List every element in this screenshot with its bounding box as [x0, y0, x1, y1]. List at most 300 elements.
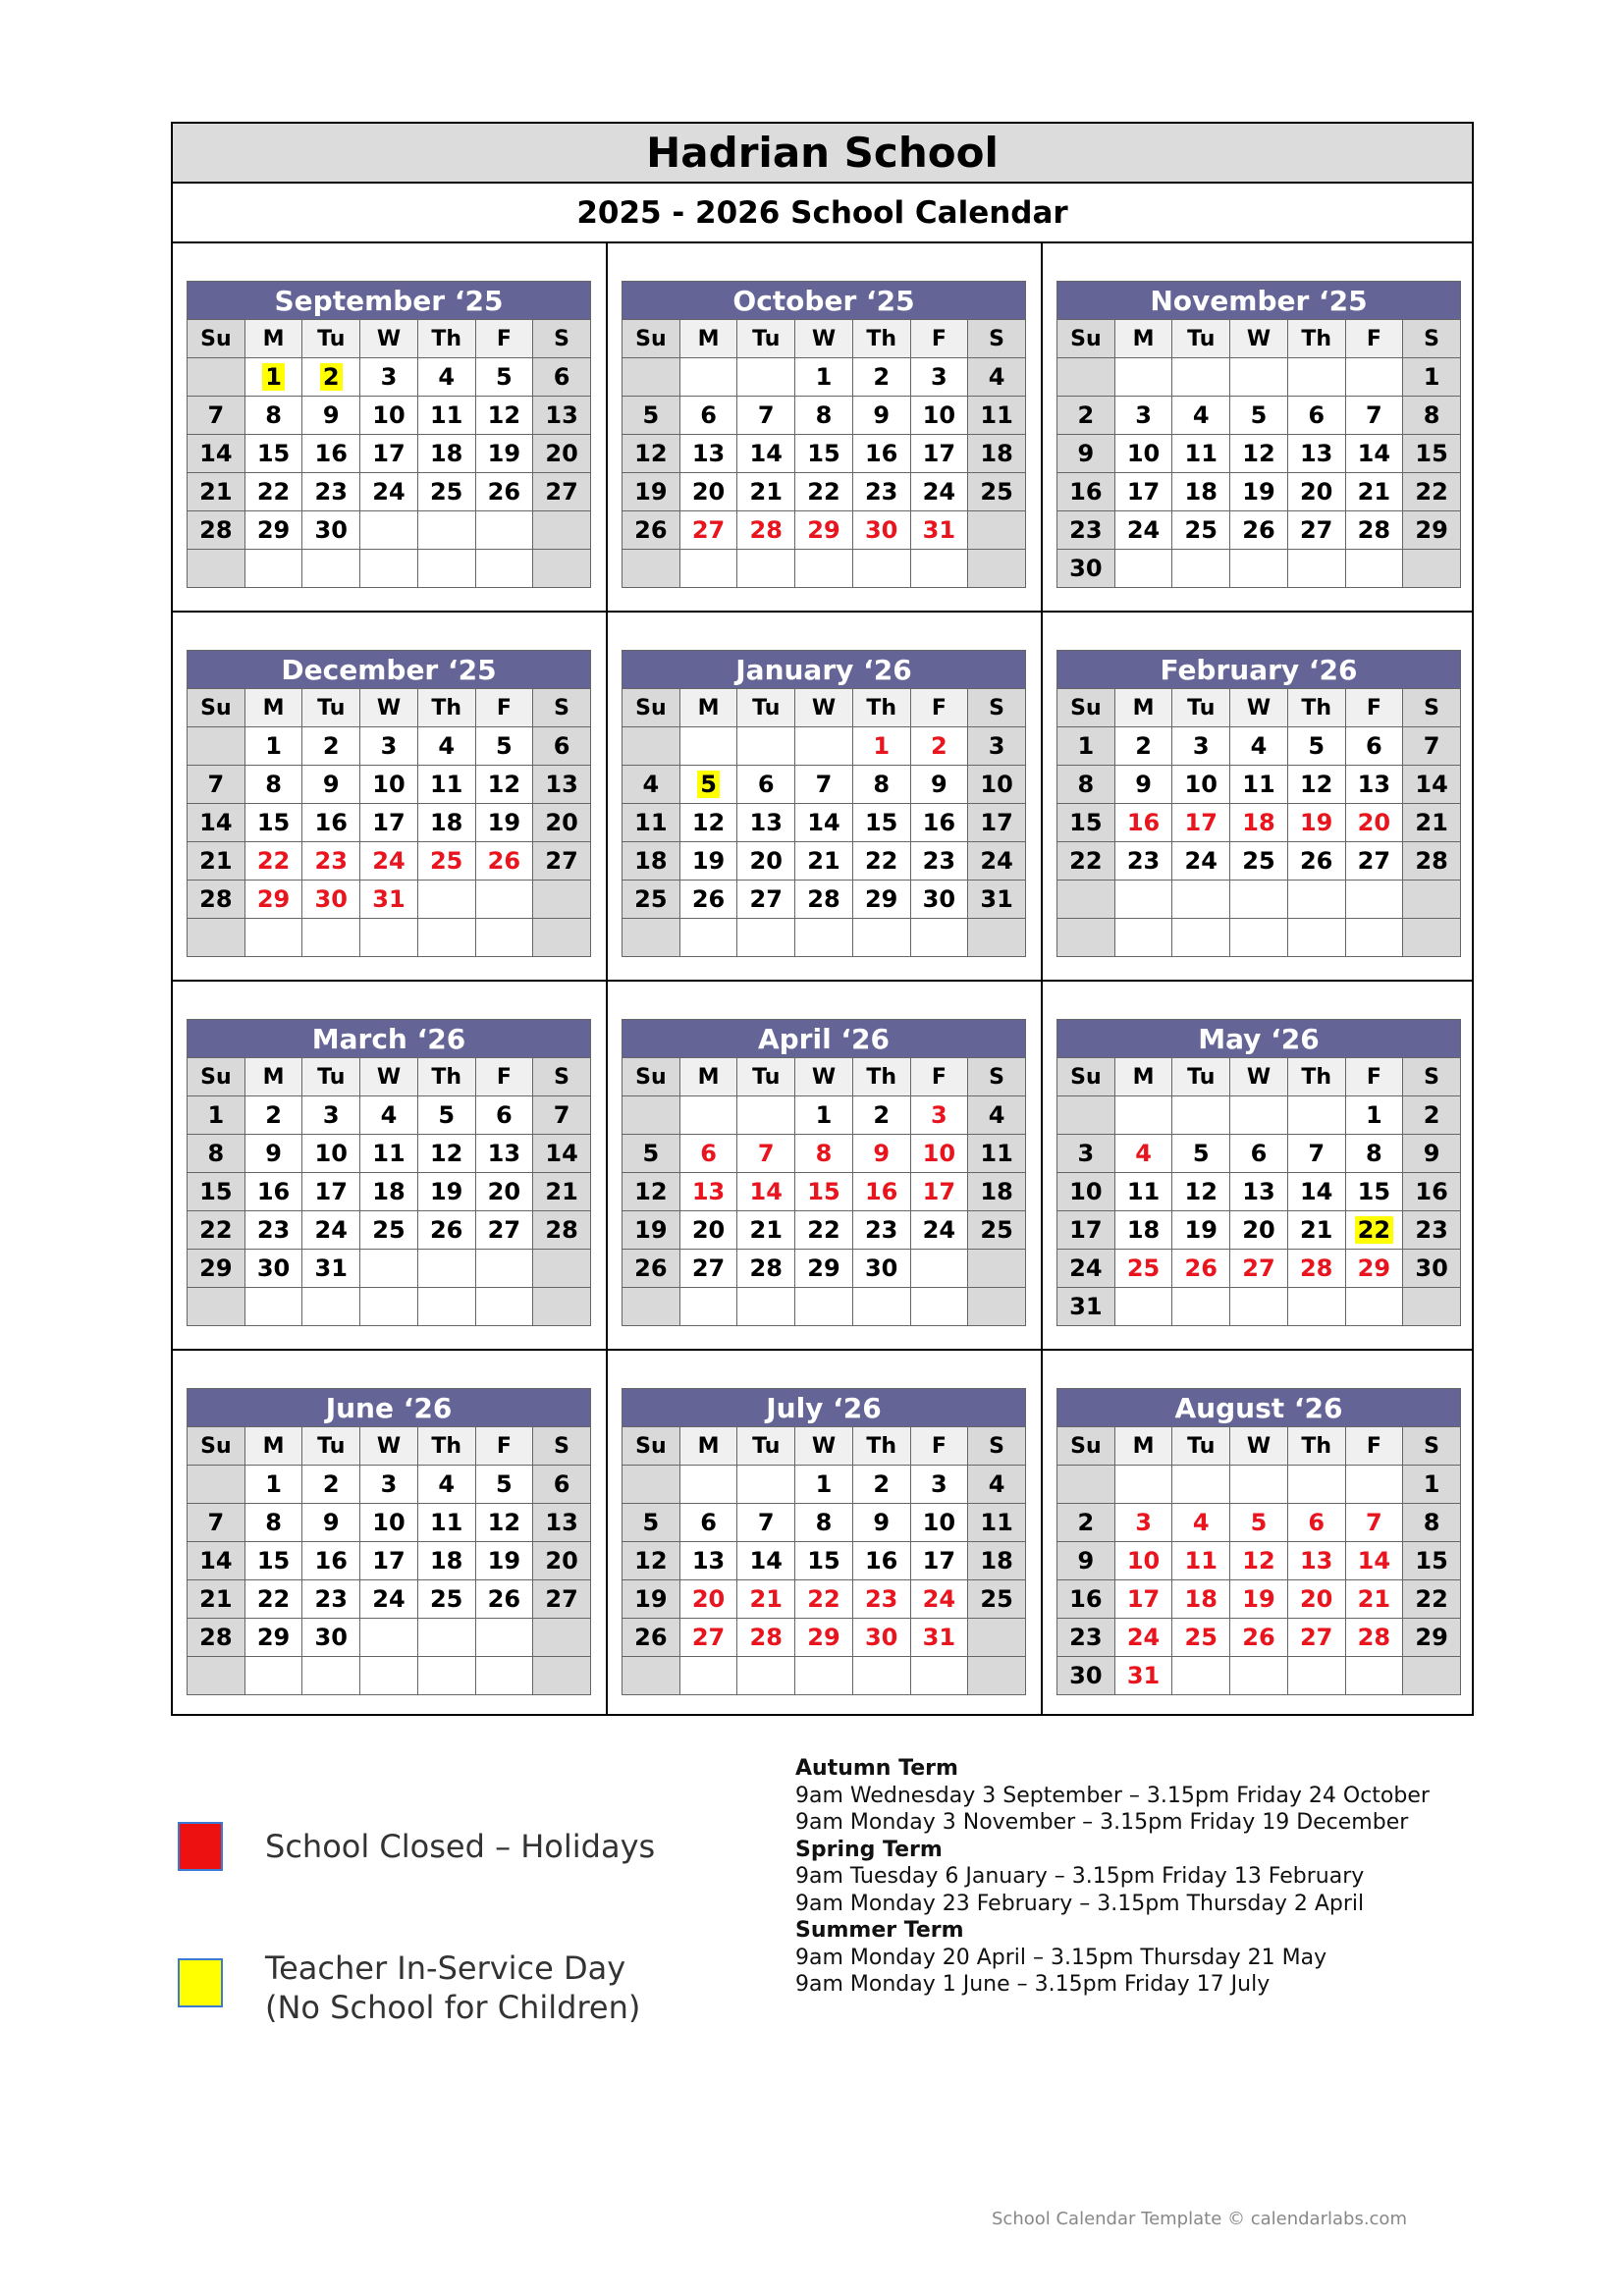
calendar-day: 14 [188, 804, 245, 842]
empty-day-cell [1287, 919, 1345, 957]
calendar-day: 25 [1230, 842, 1288, 881]
calendar-day: 18 [1172, 1580, 1230, 1619]
calendar-day: 20 [679, 473, 737, 511]
calendar-day: 6 [1345, 727, 1403, 766]
calendar-day: 16 [852, 1542, 910, 1580]
calendar-day: 11 [360, 1135, 418, 1173]
empty-day-cell [1403, 919, 1461, 957]
calendar-day: 11 [1172, 1542, 1230, 1580]
calendar-day: 10 [910, 1135, 968, 1173]
calendar-day: 28 [1345, 1619, 1403, 1657]
empty-day-cell [417, 1250, 475, 1288]
empty-day-cell [679, 919, 737, 957]
calendar-day: 16 [910, 804, 968, 842]
empty-day-cell [910, 550, 968, 588]
calendar-day: 17 [1172, 804, 1230, 842]
empty-day-cell [1057, 1096, 1115, 1135]
empty-day-cell [1172, 881, 1230, 919]
empty-day-cell [417, 881, 475, 919]
empty-day-cell [1172, 1288, 1230, 1326]
month-title: November ‘25 [1057, 282, 1461, 320]
weekday-header: Th [1287, 689, 1345, 727]
calendar-day: 18 [1230, 804, 1288, 842]
calendar-day: 3 [360, 358, 418, 397]
month-calendar [622, 1019, 1026, 1326]
weekday-header: F [475, 320, 533, 358]
empty-day-cell [1114, 1288, 1172, 1326]
inservice-day-marker: 22 [1355, 1216, 1393, 1244]
empty-day-cell [1230, 1096, 1288, 1135]
calendar-day: 30 [1403, 1250, 1461, 1288]
calendar-day: 31 [360, 881, 418, 919]
calendar-day: 15 [244, 804, 302, 842]
calendar-day: 7 [188, 766, 245, 804]
calendar-day: 12 [1230, 1542, 1288, 1580]
calendar-day: 26 [1230, 1619, 1288, 1657]
weekday-header: F [910, 1058, 968, 1096]
empty-day-cell [1403, 1288, 1461, 1326]
calendar-day: 23 [852, 473, 910, 511]
empty-day-cell [737, 1288, 795, 1326]
calendar-day: 23 [302, 842, 360, 881]
calendar-day: 6 [679, 1504, 737, 1542]
calendar-day: 23 [244, 1211, 302, 1250]
inservice-legend-swatch [178, 1958, 223, 2007]
weekday-header: M [1114, 689, 1172, 727]
empty-day-cell [1114, 358, 1172, 397]
calendar-day: 27 [679, 511, 737, 550]
weekday-header: F [475, 689, 533, 727]
weekday-header: Tu [737, 1058, 795, 1096]
weekday-header: W [795, 1058, 853, 1096]
empty-day-cell [360, 1250, 418, 1288]
calendar-day: 25 [1114, 1250, 1172, 1288]
holiday-legend-swatch [178, 1822, 223, 1871]
inservice-day-marker: 1 [262, 363, 285, 391]
calendar-day: 17 [1114, 473, 1172, 511]
calendar-day: 22 [1403, 1580, 1461, 1619]
calendar-day: 14 [1345, 435, 1403, 473]
weekday-header: Tu [302, 1058, 360, 1096]
calendar-day: 7 [737, 1504, 795, 1542]
calendar-day: 5 [475, 358, 533, 397]
calendar-day: 9 [302, 397, 360, 435]
empty-day-cell [1345, 358, 1403, 397]
empty-day-cell [623, 1096, 680, 1135]
holiday-legend-label: School Closed – Holidays [265, 1828, 656, 1865]
weekday-header: Tu [737, 689, 795, 727]
calendar-day: 27 [1287, 1619, 1345, 1657]
empty-day-cell [475, 1619, 533, 1657]
calendar-day: 23 [1403, 1211, 1461, 1250]
calendar-day: 13 [533, 397, 591, 435]
empty-day-cell [1345, 1657, 1403, 1695]
calendar-day: 21 [795, 842, 853, 881]
empty-day-cell [679, 358, 737, 397]
calendar-day: 17 [302, 1173, 360, 1211]
weekday-header: Su [1057, 689, 1115, 727]
calendar-day: 26 [417, 1211, 475, 1250]
empty-day-cell [360, 550, 418, 588]
empty-day-cell [737, 550, 795, 588]
calendar-day: 29 [244, 881, 302, 919]
weekday-header: M [679, 1058, 737, 1096]
calendar-day: 12 [475, 766, 533, 804]
calendar-day: 21 [188, 1580, 245, 1619]
calendar-day: 2 [852, 1096, 910, 1135]
calendar-day: 16 [302, 1542, 360, 1580]
calendar-day: 23 [302, 473, 360, 511]
calendar-day: 9 [852, 397, 910, 435]
calendar-day: 8 [1057, 766, 1115, 804]
calendar-day: 29 [1403, 511, 1461, 550]
calendar-day: 10 [968, 766, 1026, 804]
calendar-day: 24 [360, 1580, 418, 1619]
calendar-day: 14 [737, 1173, 795, 1211]
empty-day-cell [417, 919, 475, 957]
calendar-day: 24 [910, 473, 968, 511]
calendar-day: 22 [244, 842, 302, 881]
calendar-day: 11 [968, 1504, 1026, 1542]
empty-day-cell [244, 1288, 302, 1326]
empty-day-cell [533, 881, 591, 919]
calendar-day: 13 [679, 435, 737, 473]
calendar-day: 12 [1172, 1173, 1230, 1211]
calendar-day: 20 [533, 435, 591, 473]
empty-day-cell [910, 1657, 968, 1695]
calendar-day: 6 [1230, 1135, 1288, 1173]
weekday-header: M [1114, 1058, 1172, 1096]
calendar-day: 21 [188, 473, 245, 511]
calendar-day: 3 [1114, 1504, 1172, 1542]
calendar-day: 20 [533, 1542, 591, 1580]
calendar-day [244, 358, 302, 397]
calendar-day: 30 [852, 511, 910, 550]
weekday-header: Th [852, 689, 910, 727]
calendar-day: 28 [533, 1211, 591, 1250]
term-dates [795, 1755, 1463, 1999]
weekday-header: M [244, 1058, 302, 1096]
calendar-day: 6 [533, 1466, 591, 1504]
calendar-day: 25 [968, 1211, 1026, 1250]
calendar-day: 17 [968, 804, 1026, 842]
calendar-day: 4 [623, 766, 680, 804]
empty-day-cell [188, 727, 245, 766]
calendar-day: 30 [1057, 1657, 1115, 1695]
term-heading: Autumn Term [795, 1756, 958, 1781]
inservice-day-marker: 5 [697, 771, 720, 798]
calendar-day: 8 [244, 397, 302, 435]
empty-day-cell [1172, 1657, 1230, 1695]
empty-day-cell [1172, 550, 1230, 588]
empty-day-cell [623, 1466, 680, 1504]
calendar-day: 29 [1345, 1250, 1403, 1288]
calendar-day: 7 [737, 1135, 795, 1173]
calendar-day: 24 [1114, 1619, 1172, 1657]
calendar-day: 15 [188, 1173, 245, 1211]
calendar-day: 9 [1057, 435, 1115, 473]
empty-day-cell [244, 919, 302, 957]
calendar-day: 4 [968, 1096, 1026, 1135]
calendar-day: 19 [623, 1580, 680, 1619]
calendar-day: 10 [910, 397, 968, 435]
calendar-day: 20 [679, 1580, 737, 1619]
term-date-line: 9am Tuesday 6 January – 3.15pm Friday 13 February [795, 1864, 1365, 1889]
calendar-day: 31 [910, 511, 968, 550]
weekday-header: Tu [1172, 1058, 1230, 1096]
calendar-day: 27 [737, 881, 795, 919]
calendar-day: 8 [188, 1135, 245, 1173]
empty-day-cell [1345, 1288, 1403, 1326]
calendar-day: 23 [302, 1580, 360, 1619]
calendar-day: 4 [417, 1466, 475, 1504]
calendar-day: 10 [360, 397, 418, 435]
empty-day-cell [623, 550, 680, 588]
empty-day-cell [1172, 1466, 1230, 1504]
calendar-day: 15 [1057, 804, 1115, 842]
term-date-line: 9am Monday 23 February – 3.15pm Thursday 2 April [795, 1891, 1365, 1916]
weekday-header: Tu [1172, 689, 1230, 727]
empty-day-cell [188, 1657, 245, 1695]
empty-day-cell [910, 919, 968, 957]
weekday-header: M [679, 689, 737, 727]
calendar-day: 21 [737, 1211, 795, 1250]
calendar-day: 12 [679, 804, 737, 842]
calendar-day: 17 [360, 804, 418, 842]
month-title: June ‘26 [188, 1389, 591, 1427]
calendar-day: 24 [910, 1211, 968, 1250]
empty-day-cell [737, 1096, 795, 1135]
empty-day-cell [1057, 1466, 1115, 1504]
calendar-day: 17 [1114, 1580, 1172, 1619]
calendar-day: 10 [360, 1504, 418, 1542]
empty-day-cell [1172, 919, 1230, 957]
month-title: February ‘26 [1057, 651, 1461, 689]
calendar-day: 22 [795, 1211, 853, 1250]
calendar-day: 13 [475, 1135, 533, 1173]
calendar-day: 2 [1057, 1504, 1115, 1542]
calendar-day: 4 [417, 358, 475, 397]
weekday-header: M [679, 1427, 737, 1466]
calendar-day: 29 [244, 511, 302, 550]
empty-day-cell [852, 919, 910, 957]
empty-day-cell [1057, 881, 1115, 919]
empty-day-cell [475, 1657, 533, 1695]
calendar-day: 4 [417, 727, 475, 766]
calendar-day: 14 [1287, 1173, 1345, 1211]
empty-day-cell [302, 1288, 360, 1326]
empty-day-cell [533, 550, 591, 588]
calendar-day: 16 [852, 435, 910, 473]
weekday-header: M [244, 320, 302, 358]
calendar-day: 5 [1172, 1135, 1230, 1173]
calendar-day: 25 [417, 842, 475, 881]
empty-day-cell [1230, 550, 1288, 588]
weekday-header: Tu [1172, 1427, 1230, 1466]
empty-day-cell [533, 1619, 591, 1657]
calendar-day: 15 [1403, 435, 1461, 473]
calendar-day: 24 [1114, 511, 1172, 550]
empty-day-cell [417, 1288, 475, 1326]
month-title: August ‘26 [1057, 1389, 1461, 1427]
calendar-day: 20 [1287, 1580, 1345, 1619]
calendar-day: 2 [244, 1096, 302, 1135]
calendar-day: 16 [302, 435, 360, 473]
calendar-day: 13 [1230, 1173, 1288, 1211]
calendar-day: 14 [737, 435, 795, 473]
calendar-day: 17 [360, 1542, 418, 1580]
empty-day-cell [417, 1619, 475, 1657]
calendar-day: 9 [852, 1504, 910, 1542]
calendar-day: 28 [795, 881, 853, 919]
calendar-day: 24 [1057, 1250, 1115, 1288]
calendar-day: 10 [910, 1504, 968, 1542]
empty-day-cell [1403, 550, 1461, 588]
calendar-day: 26 [623, 511, 680, 550]
weekday-header: W [795, 689, 853, 727]
calendar-day: 11 [1172, 435, 1230, 473]
weekday-header: Tu [737, 1427, 795, 1466]
weekday-header: S [968, 689, 1026, 727]
term-date-line: 9am Monday 20 April – 3.15pm Thursday 21 May [795, 1945, 1327, 1970]
calendar-day: 24 [360, 842, 418, 881]
empty-day-cell [1172, 1096, 1230, 1135]
weekday-header: W [1230, 1058, 1288, 1096]
calendar-day: 11 [623, 804, 680, 842]
calendar-day: 28 [188, 511, 245, 550]
empty-day-cell [795, 550, 853, 588]
calendar-day: 22 [795, 473, 853, 511]
weekday-header: F [1345, 689, 1403, 727]
empty-day-cell [188, 919, 245, 957]
calendar-day: 3 [360, 1466, 418, 1504]
weekday-header: Th [417, 1058, 475, 1096]
empty-day-cell [1230, 1657, 1288, 1695]
calendar-day: 28 [1287, 1250, 1345, 1288]
calendar-day: 2 [910, 727, 968, 766]
calendar-day: 31 [1057, 1288, 1115, 1326]
empty-day-cell [360, 1619, 418, 1657]
calendar-day: 14 [188, 1542, 245, 1580]
calendar-day: 12 [1287, 766, 1345, 804]
empty-day-cell [968, 511, 1026, 550]
calendar-day: 10 [360, 766, 418, 804]
calendar-day: 18 [968, 1173, 1026, 1211]
weekday-header: F [1345, 320, 1403, 358]
calendar-day: 27 [1345, 842, 1403, 881]
month-calendar [622, 1388, 1026, 1695]
calendar-day: 28 [1345, 511, 1403, 550]
calendar-day: 21 [533, 1173, 591, 1211]
calendar-day: 10 [302, 1135, 360, 1173]
calendar-day: 13 [679, 1173, 737, 1211]
empty-day-cell [795, 1657, 853, 1695]
calendar-day: 7 [1345, 397, 1403, 435]
calendar-day: 1 [795, 1096, 853, 1135]
calendar-day: 23 [1057, 511, 1115, 550]
calendar-day: 31 [910, 1619, 968, 1657]
weekday-header: Th [417, 1427, 475, 1466]
month-title: January ‘26 [623, 651, 1026, 689]
calendar-day: 29 [244, 1619, 302, 1657]
calendar-day: 3 [1114, 397, 1172, 435]
calendar-day: 20 [1230, 1211, 1288, 1250]
calendar-day: 19 [475, 1542, 533, 1580]
calendar-day: 1 [1345, 1096, 1403, 1135]
empty-day-cell [417, 1657, 475, 1695]
calendar-day: 3 [968, 727, 1026, 766]
calendar-day: 6 [533, 358, 591, 397]
calendar-day: 4 [1114, 1135, 1172, 1173]
inservice-legend-line2: (No School for Children) [265, 1989, 641, 2026]
weekday-header: Th [1287, 1058, 1345, 1096]
empty-day-cell [968, 919, 1026, 957]
empty-day-cell [1403, 1657, 1461, 1695]
month-title: October ‘25 [623, 282, 1026, 320]
weekday-header: F [475, 1058, 533, 1096]
empty-day-cell [679, 550, 737, 588]
weekday-header: M [1114, 1427, 1172, 1466]
calendar-day: 4 [1172, 397, 1230, 435]
calendar-day: 19 [679, 842, 737, 881]
month-calendar [187, 1388, 591, 1695]
weekday-header: S [968, 320, 1026, 358]
calendar-day: 11 [417, 1504, 475, 1542]
calendar-day: 15 [1345, 1173, 1403, 1211]
calendar-day: 27 [1230, 1250, 1288, 1288]
calendar-day: 15 [795, 1173, 853, 1211]
empty-day-cell [1057, 358, 1115, 397]
calendar-day: 15 [1403, 1542, 1461, 1580]
calendar-day: 29 [795, 1619, 853, 1657]
calendar-day: 2 [852, 1466, 910, 1504]
calendar-day: 8 [852, 766, 910, 804]
calendar-day: 20 [679, 1211, 737, 1250]
empty-day-cell [1403, 881, 1461, 919]
calendar-day: 4 [1172, 1504, 1230, 1542]
empty-day-cell [475, 1288, 533, 1326]
empty-day-cell [737, 919, 795, 957]
weekday-header: M [244, 1427, 302, 1466]
calendar-day: 4 [968, 358, 1026, 397]
empty-day-cell [302, 1657, 360, 1695]
empty-day-cell [1287, 358, 1345, 397]
month-calendar [622, 281, 1026, 588]
calendar-day: 13 [679, 1542, 737, 1580]
empty-day-cell [302, 550, 360, 588]
calendar-day: 23 [910, 842, 968, 881]
calendar-day: 5 [1230, 397, 1288, 435]
calendar-day: 19 [623, 473, 680, 511]
calendar-day: 4 [360, 1096, 418, 1135]
calendar-day: 11 [417, 397, 475, 435]
calendar-day: 18 [968, 435, 1026, 473]
calendar-day: 17 [1057, 1211, 1115, 1250]
calendar-day: 27 [679, 1250, 737, 1288]
calendar-day: 3 [910, 1096, 968, 1135]
empty-day-cell [360, 1657, 418, 1695]
calendar-day: 11 [417, 766, 475, 804]
calendar-day: 16 [852, 1173, 910, 1211]
empty-day-cell [852, 1657, 910, 1695]
weekday-header: Tu [302, 320, 360, 358]
empty-day-cell [910, 1288, 968, 1326]
calendar-day: 30 [852, 1619, 910, 1657]
calendar-day: 25 [360, 1211, 418, 1250]
weekday-header: W [360, 320, 418, 358]
calendar-day: 23 [1057, 1619, 1115, 1657]
calendar-day: 10 [1114, 1542, 1172, 1580]
